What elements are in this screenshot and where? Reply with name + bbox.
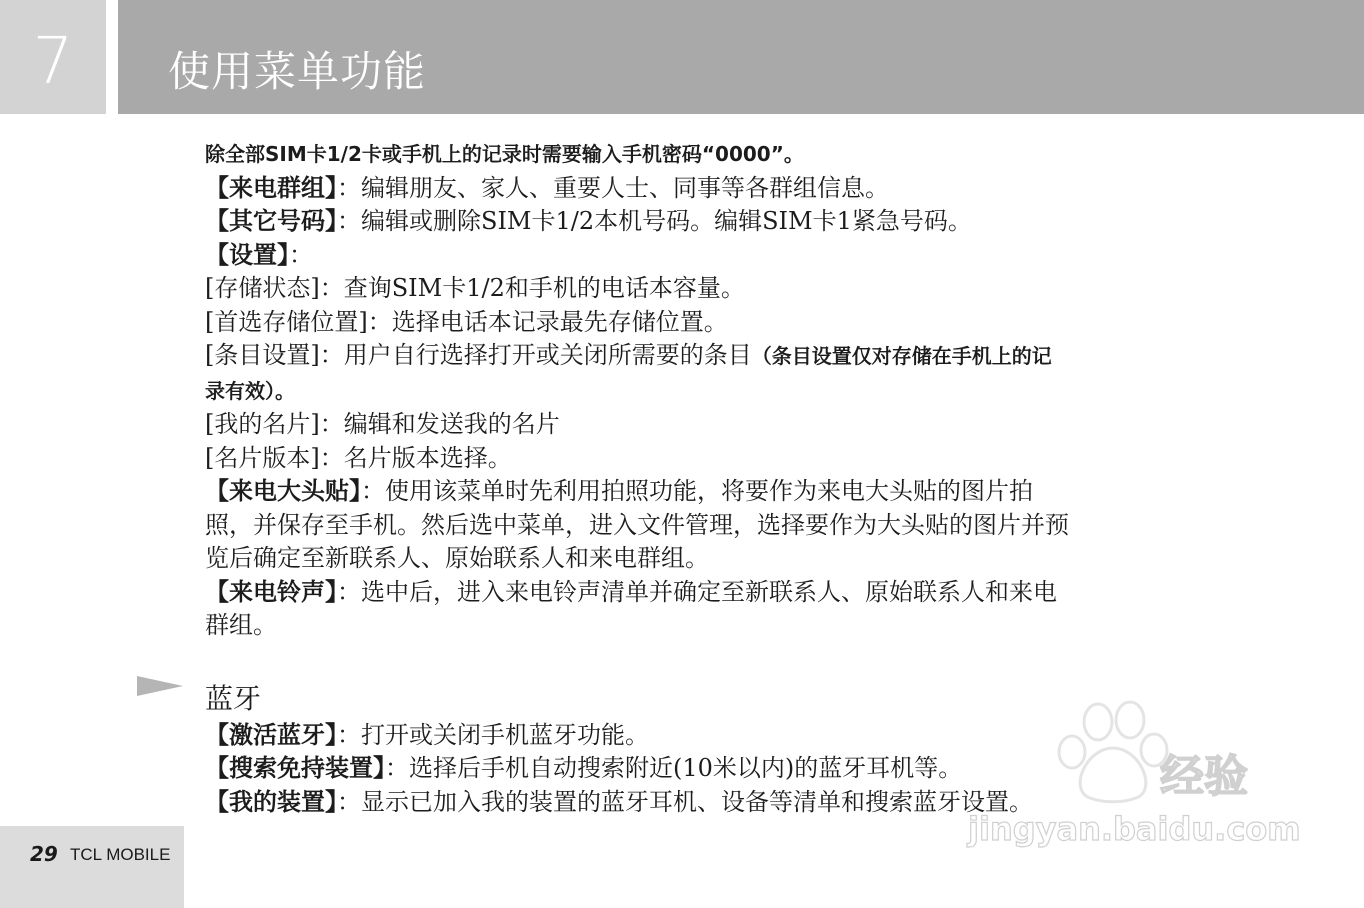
my-devices-label: 【我的装置】 — [205, 787, 337, 816]
bluetooth-heading: 蓝牙 — [205, 681, 262, 715]
card-version-item: [名片版本]：名片版本选择。 — [205, 443, 512, 472]
brand-name: TCL MOBILE — [70, 845, 171, 864]
caller-photo-text: ：使用该菜单时先利用拍照功能，将要作为来电大头贴的图片拍 — [361, 477, 1033, 505]
section-gap — [205, 643, 1235, 679]
ringtone-label: 【来电铃声】 — [205, 577, 337, 606]
search-device-label: 【搜索免持装置】 — [205, 754, 385, 782]
footer-box — [0, 826, 184, 908]
ringtone-entry — [205, 576, 1235, 610]
ringtone-text: ：选中后，进入来电铃声清单并确定至新联系人、原始联系人和来电 — [337, 577, 1057, 606]
preferred-storage-item: [首选存储位置]：选择电话本记录最先存储位置。 — [205, 307, 728, 336]
caller-photo-entry — [205, 475, 1235, 509]
settings-label: 【设置】 — [205, 240, 289, 269]
settings-text: ： — [289, 240, 313, 269]
watermark-url: jingyan.baidu.com — [968, 810, 1301, 848]
section-arrow-icon — [137, 676, 183, 696]
activate-bluetooth-label: 【激活蓝牙】 — [205, 720, 337, 749]
chapter-title: 使用菜单功能 — [168, 47, 427, 96]
item-settings-text: [条目设置]：用户自行选择打开或关闭所需要的条目 — [205, 341, 752, 369]
item-settings-continued — [205, 374, 1235, 409]
item-settings-item — [205, 339, 1235, 374]
caller-group-entry — [205, 172, 1235, 206]
chapter-number: 7 — [32, 25, 74, 99]
my-card-item: [我的名片]：编辑和发送我的名片 — [205, 410, 560, 438]
watermark-text: 经验 — [1160, 751, 1248, 802]
caller-photo-continued-2: 览后确定至新联系人、原始联系人和来电群组。 — [205, 544, 709, 572]
other-numbers-label: 【其它号码】 — [205, 207, 337, 235]
page-number: 29 — [30, 842, 58, 866]
activate-bluetooth-text: ：打开或关闭手机蓝牙功能。 — [337, 720, 649, 749]
caller-group-text: ：编辑朋友、家人、重要人士、同事等各群组信息。 — [337, 173, 889, 202]
other-numbers-text: ：编辑或删除SIM卡1/2本机号码。编辑SIM卡1紧急号码。 — [337, 207, 972, 235]
chapter-number-box — [0, 0, 106, 114]
caller-photo-label: 【来电大头贴】 — [205, 477, 361, 505]
caller-group-label: 【来电群组】 — [205, 173, 337, 202]
password-note: 除全部SIM卡1/2卡或手机上的记录时需要输入手机密码“0000”。 — [205, 142, 804, 166]
other-numbers-entry — [205, 205, 1235, 239]
ringtone-continued: 群组。 — [205, 611, 277, 639]
item-settings-note: （条目设置仅对存储在手机上的记 — [751, 344, 1052, 368]
settings-entry — [205, 239, 1235, 273]
text-line — [205, 137, 1235, 172]
caller-photo-continued: 照，并保存至手机。然后选中菜单，进入文件管理，选择要作为大头贴的图片并预 — [205, 510, 1069, 539]
my-devices-text: ：显示已加入我的装置的蓝牙耳机、设备等清单和搜索蓝牙设置。 — [337, 787, 1033, 816]
item-settings-note-end: 录有效）。 — [205, 378, 295, 403]
search-device-text: ：选择后手机自动搜索附近(10米以内)的蓝牙耳机等。 — [385, 754, 963, 782]
storage-status-item: [存储状态]：查询SIM卡1/2和手机的电话本容量。 — [205, 274, 745, 302]
